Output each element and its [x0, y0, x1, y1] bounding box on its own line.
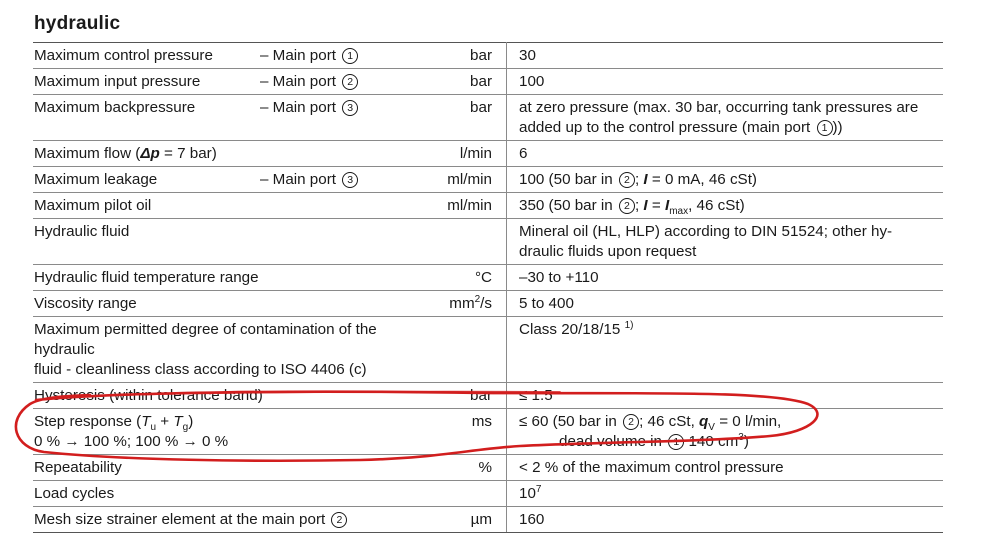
unit-label: l/min: [426, 141, 507, 167]
unit-label: bar: [426, 95, 507, 141]
unit-label: µm: [426, 507, 507, 533]
port-number-badge: 1: [668, 434, 684, 450]
port-label: – Main port 3: [259, 95, 426, 141]
param-label: Hydraulic fluid: [33, 219, 426, 265]
unit-label: °C: [426, 265, 507, 291]
param-label: Maximum pilot oil: [33, 193, 426, 219]
port-label: – Main port 1: [259, 43, 426, 69]
unit-label: bar: [426, 43, 507, 69]
unit-label: ms: [426, 409, 507, 455]
value-cell: 100 (50 bar in 2 ; I = 0 mA, 46 cSt): [507, 167, 944, 193]
port-number-badge: 1: [342, 48, 358, 64]
current-max-symbol: I: [664, 197, 670, 214]
table-row: [33, 95, 943, 141]
table-row: [33, 167, 943, 193]
port-number-badge: 3: [342, 100, 358, 116]
param-label: Maximum backpressure: [33, 95, 259, 141]
value-cell: 6: [507, 141, 944, 167]
port-number-badge: 1: [817, 120, 833, 136]
param-label: Maximum input pressure: [33, 69, 259, 95]
table-row: [33, 383, 943, 409]
value-cell: 160: [507, 507, 944, 533]
port-number-badge: 2: [331, 512, 347, 528]
port-number-badge: 2: [623, 414, 639, 430]
value-cell: 30: [507, 43, 944, 69]
table-row: [33, 317, 943, 383]
table-row: [33, 409, 943, 455]
unit-label: %: [426, 455, 507, 481]
param-label: Load cycles: [33, 481, 426, 507]
param-label: Maximum permitted degree of contamination of the hydraulic fluid - cleanliness class according to ISO 4406 (c): [33, 317, 426, 383]
current-symbol: I: [643, 171, 648, 188]
value-cell: –30 to +110: [507, 265, 944, 291]
unit-label: $mm^2/s$: [426, 291, 507, 317]
port-label: – Main port 3: [259, 167, 426, 193]
unit-label: [426, 219, 507, 265]
port-number-badge: 2: [619, 198, 635, 214]
value-cell: at zero pressure (max. 30 bar, occurring tank pressures are added up to the control pressure (main port 1 )): [507, 95, 944, 141]
footnote-marker: 1): [624, 319, 634, 331]
current-symbol: I: [643, 197, 648, 214]
delta-p-symbol: Δp: [140, 145, 160, 162]
table-row: [33, 193, 943, 219]
param-label: Hysteresis (within tolerance band): [33, 383, 426, 409]
tu-symbol: T: [141, 413, 151, 430]
param-label: Hydraulic fluid temperature range: [33, 265, 426, 291]
value-cell: $10^7$: [507, 481, 944, 507]
value-cell: ≤ 60 (50 bar in 2 ; 46 cSt, $q_V = 0$ l/min, dead volume in 1 140 $cm^3$): [507, 409, 944, 455]
table-row: [33, 69, 943, 95]
unit-label: [426, 317, 507, 383]
value-cell: ≤ 1.5: [507, 383, 944, 409]
table-row: [33, 291, 943, 317]
value-cell: Mineral oil (HL, HLP) according to DIN 51524; other hy- draulic fluids upon request: [507, 219, 944, 265]
param-label: Maximum control pressure: [33, 43, 259, 69]
table-row: [33, 507, 943, 533]
param-label: Maximum flow (Δp = 7 bar): [33, 141, 426, 167]
table-row: [33, 265, 943, 291]
port-number-badge: 2: [342, 74, 358, 90]
value-cell: 5 to 400: [507, 291, 944, 317]
param-label: Repeatability: [33, 455, 426, 481]
unit-label: ml/min: [426, 193, 507, 219]
table-row: [33, 455, 943, 481]
param-label: Viscosity range: [33, 291, 426, 317]
table-row: [33, 43, 943, 69]
hydraulic-spec-table: [33, 42, 943, 533]
flow-symbol: q: [699, 413, 709, 430]
section-title: hydraulic: [34, 13, 121, 34]
unit-label: bar: [426, 69, 507, 95]
value-cell: Class 20/18/15 $^{1)}$: [507, 317, 944, 383]
tg-symbol: T: [173, 413, 183, 430]
param-label: Mesh size strainer element at the main port 2: [33, 507, 426, 533]
port-number-badge: 2: [619, 172, 635, 188]
unit-label: bar: [426, 383, 507, 409]
value-cell: 100: [507, 69, 944, 95]
port-number-badge: 3: [342, 172, 358, 188]
unit-label: [426, 481, 507, 507]
table-row: [33, 141, 943, 167]
param-label: Step response $(T_u + T_g)$ 0 % → 100 %; 100 % → 0 %: [33, 409, 426, 455]
table-row: [33, 481, 943, 507]
value-cell: < 2 % of the maximum control pressure: [507, 455, 944, 481]
table-row: [33, 219, 943, 265]
param-label: Maximum leakage: [33, 167, 259, 193]
unit-label: ml/min: [426, 167, 507, 193]
port-label: – Main port 2: [259, 69, 426, 95]
value-cell: 350 (50 bar in 2 ; $I = I_{max}$, 46 cSt): [507, 193, 944, 219]
